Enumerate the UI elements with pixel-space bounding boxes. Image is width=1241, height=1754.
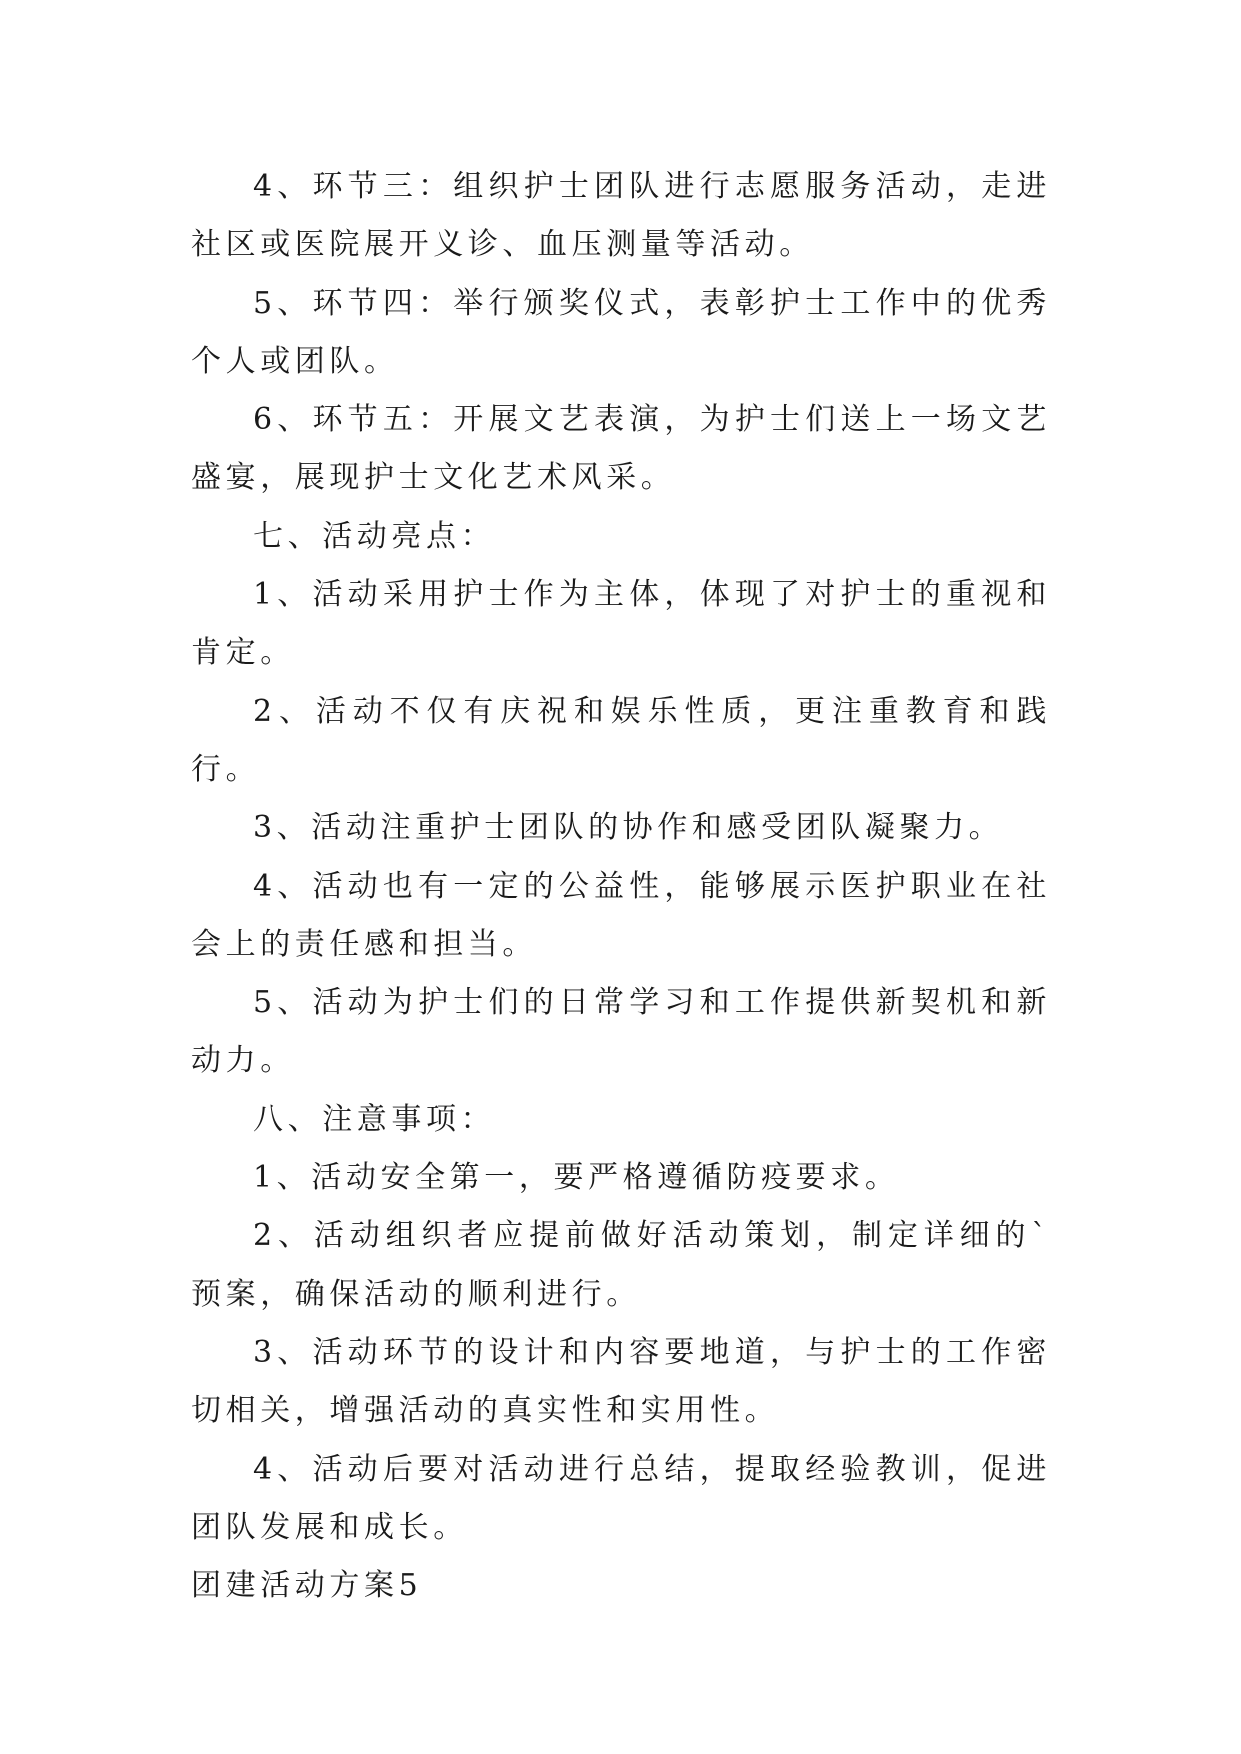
paragraph-step-3: 4、环节三：组织护士团队进行志愿服务活动，走进社区或医院展开义诊、血压测量等活动。 [191, 169, 1051, 263]
highlight-item-5: 5、活动为护士们的日常学习和工作提供新契机和新动力。 [191, 985, 1051, 1079]
note-item-1: 1、活动安全第一，要严格遵循防疫要求。 [253, 1160, 900, 1196]
next-section-title: 团建活动方案5 [191, 1568, 423, 1604]
highlight-item-3: 3、活动注重护士团队的协作和感受团队凝聚力。 [253, 810, 1004, 846]
paragraph-step-5: 6、环节五：开展文艺表演，为护士们送上一场文艺盛宴，展现护士文化艺术风采。 [191, 402, 1051, 496]
note-item-3: 3、活动环节的设计和内容要地道，与护士的工作密切相关，增强活动的真实性和实用性。 [191, 1334, 1051, 1429]
section-heading-notes: 八、注意事项： [253, 1101, 496, 1137]
document-page [191, 158, 1051, 1615]
section-heading-highlights: 七、活动亮点： [253, 518, 496, 554]
note-item-2: 2、活动组织者应提前做好活动策划，制定详细的`预案，确保活动的顺利进行。 [191, 1218, 1051, 1312]
highlight-item-1: 1、活动采用护士作为主体，体现了对护士的重视和肯定。 [191, 577, 1051, 671]
note-item-4: 4、活动后要对活动进行总结，提取经验教训，促进团队发展和成长。 [191, 1451, 1051, 1545]
highlight-item-4: 4、活动也有一定的公益性，能够展示医护职业在社会上的责任感和担当。 [191, 868, 1051, 962]
paragraph-step-4: 5、环节四：举行颁奖仪式，表彰护士工作中的优秀个人或团队。 [191, 285, 1051, 379]
highlight-item-2: 2、活动不仅有庆祝和娱乐性质，更注重教育和践行。 [191, 693, 1051, 787]
